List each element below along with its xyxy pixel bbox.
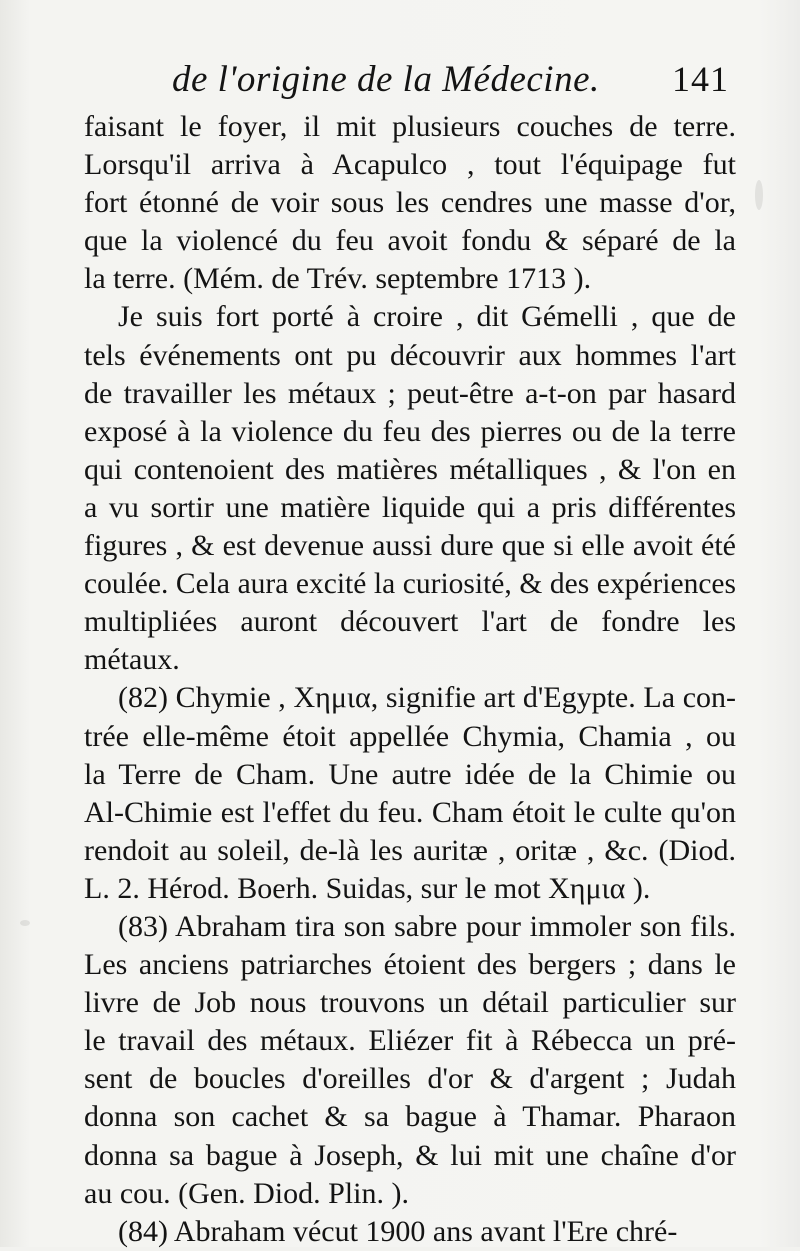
text-line: qui contenoient des matières métalliques , & l'on en <box>84 452 736 486</box>
text-line: figures , & est devenue aussi dure que si elle avoit été <box>84 529 736 563</box>
text-line: livre de Job nous trouvons un détail particulier sur <box>84 986 736 1020</box>
text-line: donna son cachet & sa bague à Thamar. Pharaon <box>84 1100 736 1134</box>
text-line: que la violencé du feu avoit fondu & séparé de la <box>84 224 736 258</box>
ink-smudge <box>755 180 763 210</box>
text-line: L. 2. Hérod. Boerh. Suidas, sur le mot Χημια ). <box>84 871 651 905</box>
text-line: multipliées auront découvert l'art de fondre les <box>84 605 736 639</box>
note-84-first-line: (84) Abraham vécut 1900 ans avant l'Ere chré- <box>118 1214 678 1248</box>
text-line: Les anciens patriarches étoient des bergers ; dans le <box>84 948 736 982</box>
text-line: le travail des métaux. Eliézer fit à Rébecca un pré- <box>84 1024 736 1058</box>
page-number: 141 <box>672 59 729 99</box>
text-line: la terre. (Mém. de Trév. septembre 1713 ). <box>84 262 592 296</box>
text-line: sent de boucles d'oreilles d'or & d'argent ; Judah <box>84 1062 736 1096</box>
text-line: Al-Chimie est l'effet du feu. Cham étoit le culte qu'on <box>84 795 736 829</box>
running-head <box>0 58 800 108</box>
text-line: faisant le foyer, il mit plusieurs couches de terre. <box>84 110 736 143</box>
text-line: rendoit au soleil, de-là les auritæ , oritæ , &c. (Diod. <box>84 833 736 867</box>
running-title: de l'origine de la Médecine. <box>172 59 600 100</box>
paragraph-first-line: Je suis fort porté à croire , dit Gémelli , que de <box>118 300 736 334</box>
text-line: métaux. <box>84 643 180 677</box>
text-line: tels événements ont pu découvrir aux hommes l'art <box>84 338 736 372</box>
note-83-first-line: (83) Abraham tira son sabre pour immoler son fils. <box>118 909 736 943</box>
text-line: Lorsqu'il arriva à Acapulco , tout l'équipage fut <box>84 148 736 182</box>
note-82-first-line: (82) Chymie , Χημια, signifie art d'Egypte. La con- <box>118 681 736 715</box>
text-line: de travailler les métaux ; peut-être a-t-on par hasard <box>84 376 736 410</box>
ink-smudge <box>20 920 30 926</box>
text-line: fort étonné de voir sous les cendres une masse d'or, <box>84 186 736 220</box>
text-line: coulée. Cela aura excité la curiosité, & des expériences <box>84 568 736 601</box>
text-line: exposé à la violence du feu des pierres ou de la terre <box>84 414 736 448</box>
text-line: a vu sortir une matière liquide qui a pris différentes <box>84 490 736 524</box>
text-body <box>84 108 736 1251</box>
text-line: au cou. (Gen. Diod. Plin. ). <box>84 1176 409 1210</box>
text-line: la Terre de Cham. Une autre idée de la Chimie ou <box>84 757 736 791</box>
text-line: trée elle-même étoit appellée Chymia, Chamia , ou <box>84 719 736 753</box>
text-line: donna sa bague à Joseph, & lui mit une chaîne d'or <box>84 1138 736 1172</box>
